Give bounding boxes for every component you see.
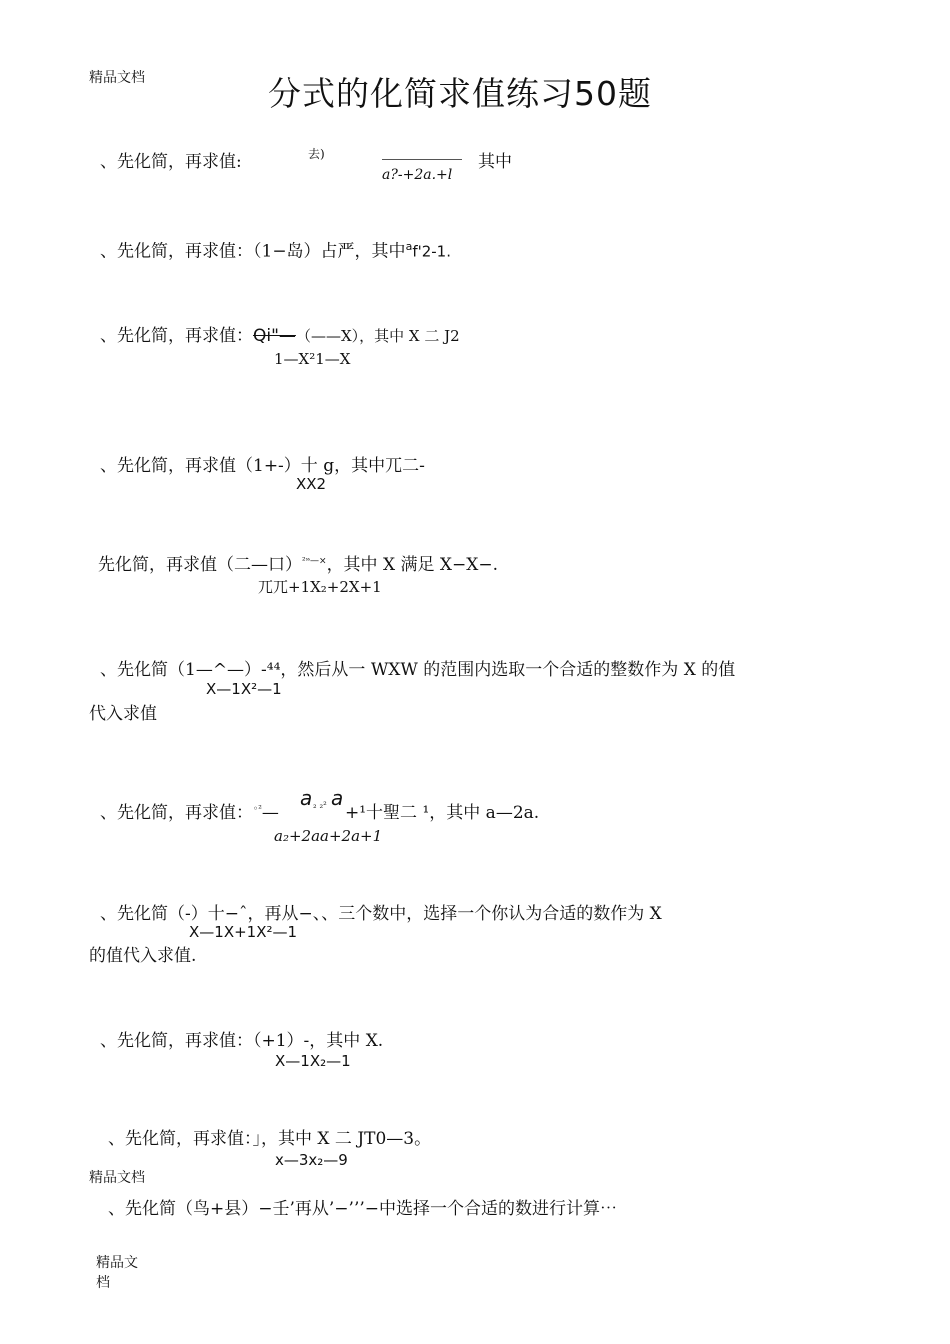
- problem-2-sup: a: [405, 240, 413, 253]
- problem-5-text: [98, 555, 498, 575]
- problem-10-text: 、先化简，再求值：」，其中 X 二 JT0—3。: [108, 1129, 432, 1149]
- problem-1-fraction-bar: [382, 159, 462, 160]
- problem-6-line2: X—1X²—1: [206, 680, 282, 698]
- problem-4-text: 、先化简，再求值（1+-）十 g，其中兀二-: [100, 456, 425, 476]
- problem-5-small: ²ײ—×: [302, 556, 327, 567]
- problem-4-line2: XX2: [296, 475, 327, 493]
- page-title: 分式的化简求值练习50题: [268, 74, 652, 113]
- problem-1-fraction-denominator: a?-+2a.+l: [382, 167, 453, 183]
- problem-2-body: 、先化简，再求值：（1−岛）占严，其中: [100, 241, 406, 262]
- problem-7-body: 、先化简，再求值：: [100, 803, 253, 823]
- page-label-mid: 精品文档: [89, 1170, 145, 1186]
- problem-2-text: [100, 240, 451, 262]
- problem-1-lead: 、先化简，再求值:: [100, 152, 242, 172]
- footer-label-line2: 档: [96, 1275, 110, 1291]
- problem-6-line3: 代入求值: [89, 704, 157, 724]
- problem-1-fraction-top: 去): [308, 147, 325, 161]
- problem-11-text: 、先化简（鸟+县）−壬’再从’−’’’−中选择一个合适的数进行计算⋯: [108, 1199, 617, 1219]
- problem-3-struck: Qi"—: [253, 326, 296, 346]
- problem-8-text: 、先化简（-）十−ˆ，再从−、、三个数中，选择一个你认为合适的数作为 X: [100, 904, 662, 924]
- problem-3-text: [100, 326, 460, 346]
- problem-7-a1: a: [300, 786, 313, 810]
- problem-3-mid: （——X），其中 X 二 J2: [295, 327, 460, 345]
- problem-7-a2: a: [331, 786, 344, 810]
- problem-8-line3: 的值代入求值.: [89, 946, 197, 966]
- problem-5-line2: 兀兀+1X₂+2X+1: [258, 578, 382, 596]
- problem-10-line2: x—3x₂—9: [275, 1151, 348, 1169]
- problem-9-line2: X—1X₂—1: [275, 1052, 351, 1070]
- problem-7-small2: ₂ ₂²: [313, 801, 327, 811]
- problem-5-tail: ，其中 X 满足 X−X−.: [326, 555, 498, 575]
- problem-5-body: 先化简，再求值（二—口）: [98, 555, 302, 575]
- problem-7-tail: +¹十聖二 ¹，其中 a—2a.: [345, 803, 540, 823]
- problem-1-tail: 其中: [478, 152, 512, 172]
- problem-7-small1: ◦²: [253, 804, 262, 815]
- problem-8-line2: X—1X+1X²—1: [189, 923, 298, 941]
- problem-7-text: [100, 803, 279, 823]
- problem-3-line2: 1—X²1—X: [274, 350, 351, 368]
- problem-3-body: 、先化简，再求值：: [100, 326, 253, 346]
- footer-label-line1: 精品文: [96, 1255, 138, 1271]
- header-label: 精品文档: [89, 70, 145, 86]
- problem-7-line2: a₂+2aa+2a+1: [274, 827, 383, 845]
- problem-2-tail: f'2-1.: [412, 242, 451, 261]
- problem-6-text: 、先化简（1—^—）-⁴⁴，然后从一 WXW 的范围内选取一个合适的整数作为 X 的值: [100, 660, 736, 680]
- problem-7-dash: —: [261, 803, 279, 823]
- problem-9-text: 、先化简，再求值：（+1）-，其中 X.: [100, 1031, 384, 1051]
